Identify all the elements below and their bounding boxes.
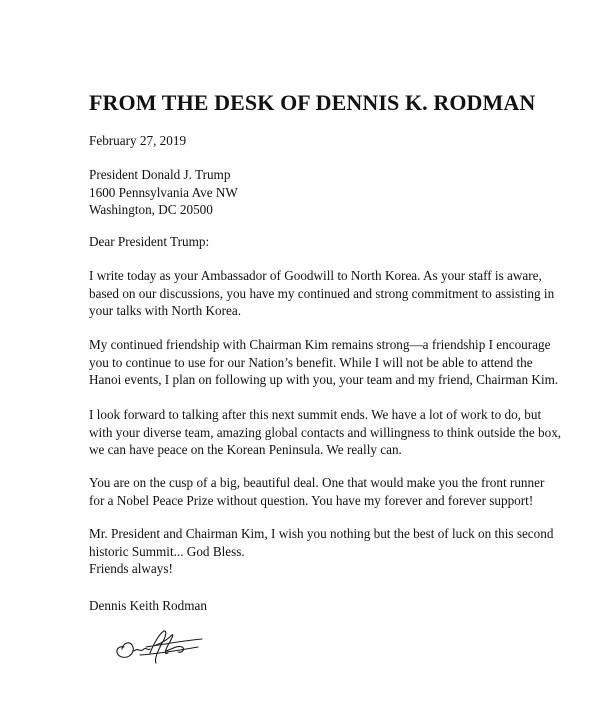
paragraph-line: we can have peace on the Korean Peninsula. We really can. bbox=[89, 442, 402, 457]
paragraph-2 bbox=[89, 336, 558, 389]
letterhead-title: FROM THE DESK OF DENNIS K. RODMAN bbox=[89, 90, 536, 115]
signer-name: Dennis Keith Rodman bbox=[89, 598, 207, 613]
paragraph-line: with your diverse team, amazing global contacts and willingness to think outside the box, bbox=[89, 424, 562, 440]
paragraph-line: My continued friendship with Chairman Kim remains strong—a friendship I encourage bbox=[89, 337, 551, 352]
address-line: Washington, DC 20500 bbox=[89, 202, 213, 217]
paragraph-line: your talks with North Korea. bbox=[89, 303, 241, 318]
paragraph-line: Hanoi events, I plan on following up with you, your team and my friend, Chairman Kim. bbox=[89, 372, 559, 387]
salutation: Dear President Trump: bbox=[89, 234, 210, 249]
paragraph-line: You are on the cusp of a big, beautiful deal. One that would make you the front runner bbox=[89, 475, 545, 490]
recipient-address bbox=[89, 166, 238, 219]
closing: Friends always! bbox=[89, 561, 173, 576]
paragraph-line: historic Summit... God Bless. bbox=[89, 543, 245, 559]
address-line: President Donald J. Trump bbox=[89, 167, 231, 182]
paragraph-line: you to continue to use for our Nation’s benefit. While I will not be able to attend the bbox=[89, 354, 533, 370]
paragraph-line: based on our discussions, you have my continued and strong commitment to assisting in bbox=[89, 285, 555, 301]
paragraph-3 bbox=[89, 406, 561, 459]
letter-date: February 27, 2019 bbox=[89, 133, 187, 148]
paragraph-line: for a Nobel Peace Prize without question. You have my forever and forever support! bbox=[89, 492, 534, 508]
paragraph-1 bbox=[89, 267, 554, 320]
paragraph-line: Mr. President and Chairman Kim, I wish you nothing but the best of luck on this second bbox=[89, 526, 554, 541]
paragraph-line: I write today as your Ambassador of Goodwill to North Korea. As your staff is aware, bbox=[89, 268, 542, 283]
paragraph-4 bbox=[89, 474, 544, 509]
paragraph-line: I look forward to talking after this next summit ends. We have a lot of work to do, but bbox=[89, 407, 542, 422]
handwritten-signature bbox=[110, 625, 210, 665]
address-line: 1600 Pennsylvania Ave NW bbox=[89, 184, 238, 200]
paragraph-5 bbox=[89, 525, 553, 560]
